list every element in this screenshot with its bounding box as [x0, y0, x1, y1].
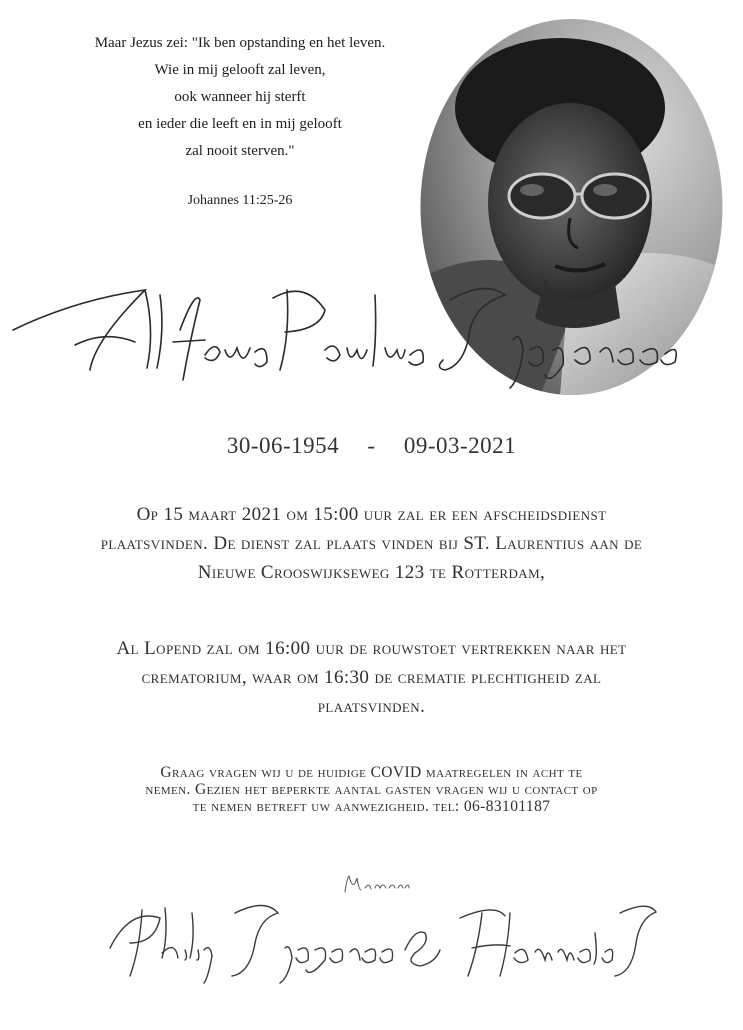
signers-calligraphy [100, 888, 660, 988]
death-date: 09-03-2021 [403, 433, 517, 458]
quote-line-5: zal nooit sterven." [185, 143, 295, 159]
signers-signature [100, 888, 660, 988]
bible-quote [40, 30, 440, 214]
quote-reference: Johannes 11:25-26 [187, 193, 293, 208]
deceased-name-signature [5, 270, 743, 390]
life-dates [0, 433, 743, 459]
quote-line-4: en ieder die leeft en in mij gelooft [138, 116, 342, 132]
quote-line-3: ook wanneer hij sterft [174, 89, 306, 105]
deceased-name-calligraphy [5, 270, 743, 390]
procession-details-paragraph: Al Lopend zal om 16:00 uur de rouwstoet vertrekken naar het crematorium, waar om 16:30 de crematie plechtigheid zal plaatsvinden. [116, 638, 627, 717]
covid-notice-paragraph: Graag vragen wij u de huidige COVID maatregelen in acht te nemen. Gezien het beperkte aantal gasten vragen wij u contact op te nemen betreft uw aanwezigheid. tel: 06-83101187 [145, 764, 598, 815]
service-details-paragraph: Op 15 maart 2021 om 15:00 uur zal er een afscheidsdienst plaatsvinden. De dienst zal plaats vinden bij ST. Laurentius aan de Nieuwe Crooswijkseweg 123 te Rotterdam, [100, 504, 643, 583]
quote-line-2: Wie in mij gelooft zal leven, [154, 62, 326, 78]
birth-date: 30-06-1954 [226, 433, 340, 458]
quote-line-1: Maar Jezus zei: "Ik ben opstanding en het leven. [94, 35, 386, 51]
date-separator: - [367, 433, 376, 458]
